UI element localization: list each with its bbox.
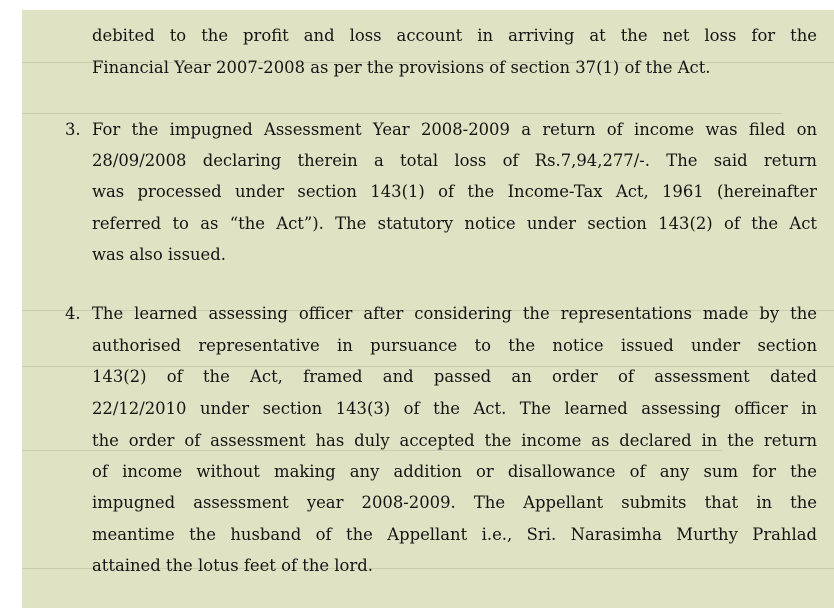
scanned-page xyxy=(22,10,834,608)
paragraph-line: attained the lotus feet of the lord. xyxy=(92,556,373,575)
paragraph-line: 28/09/2008 declaring therein a total loss of Rs.7,94,277/-. The said return xyxy=(92,151,817,170)
intro-line: Financial Year 2007-2008 as per the provisions of section 37(1) of the Act. xyxy=(92,58,711,77)
paragraph-number: 3. xyxy=(65,120,81,139)
paragraph-line: referred to as “the Act”). The statutory notice under section 143(2) of the Act xyxy=(92,214,817,233)
paragraph-line: impugned assessment year 2008-2009. The Appellant submits that in the xyxy=(92,493,817,512)
paragraph-line: of income without making any addition or disallowance of any sum for the xyxy=(92,462,817,481)
paragraph-line: authorised representative in pursuance to the notice issued under section xyxy=(92,336,817,355)
paragraph-line: was processed under section 143(1) of the Income-Tax Act, 1961 (hereinafter xyxy=(92,182,817,201)
paragraph-number: 4. xyxy=(65,304,81,323)
paragraph-line: 143(2) of the Act, framed and passed an order of assessment dated xyxy=(92,367,817,386)
paragraph-line: meantime the husband of the Appellant i.e., Sri. Narasimha Murthy Prahlad xyxy=(92,525,817,544)
paragraph-line: For the impugned Assessment Year 2008-2009 a return of income was filed on xyxy=(92,120,817,139)
paragraph-line: The learned assessing officer after considering the representations made by the xyxy=(92,304,817,323)
paragraph-line: was also issued. xyxy=(92,245,226,264)
paragraph-line: 22/12/2010 under section 143(3) of the Act. The learned assessing officer in xyxy=(92,399,817,418)
intro-line: debited to the profit and loss account in arriving at the net loss for the xyxy=(92,26,817,45)
paragraph-line: the order of assessment has duly accepted the income as declared in the return xyxy=(92,431,817,450)
